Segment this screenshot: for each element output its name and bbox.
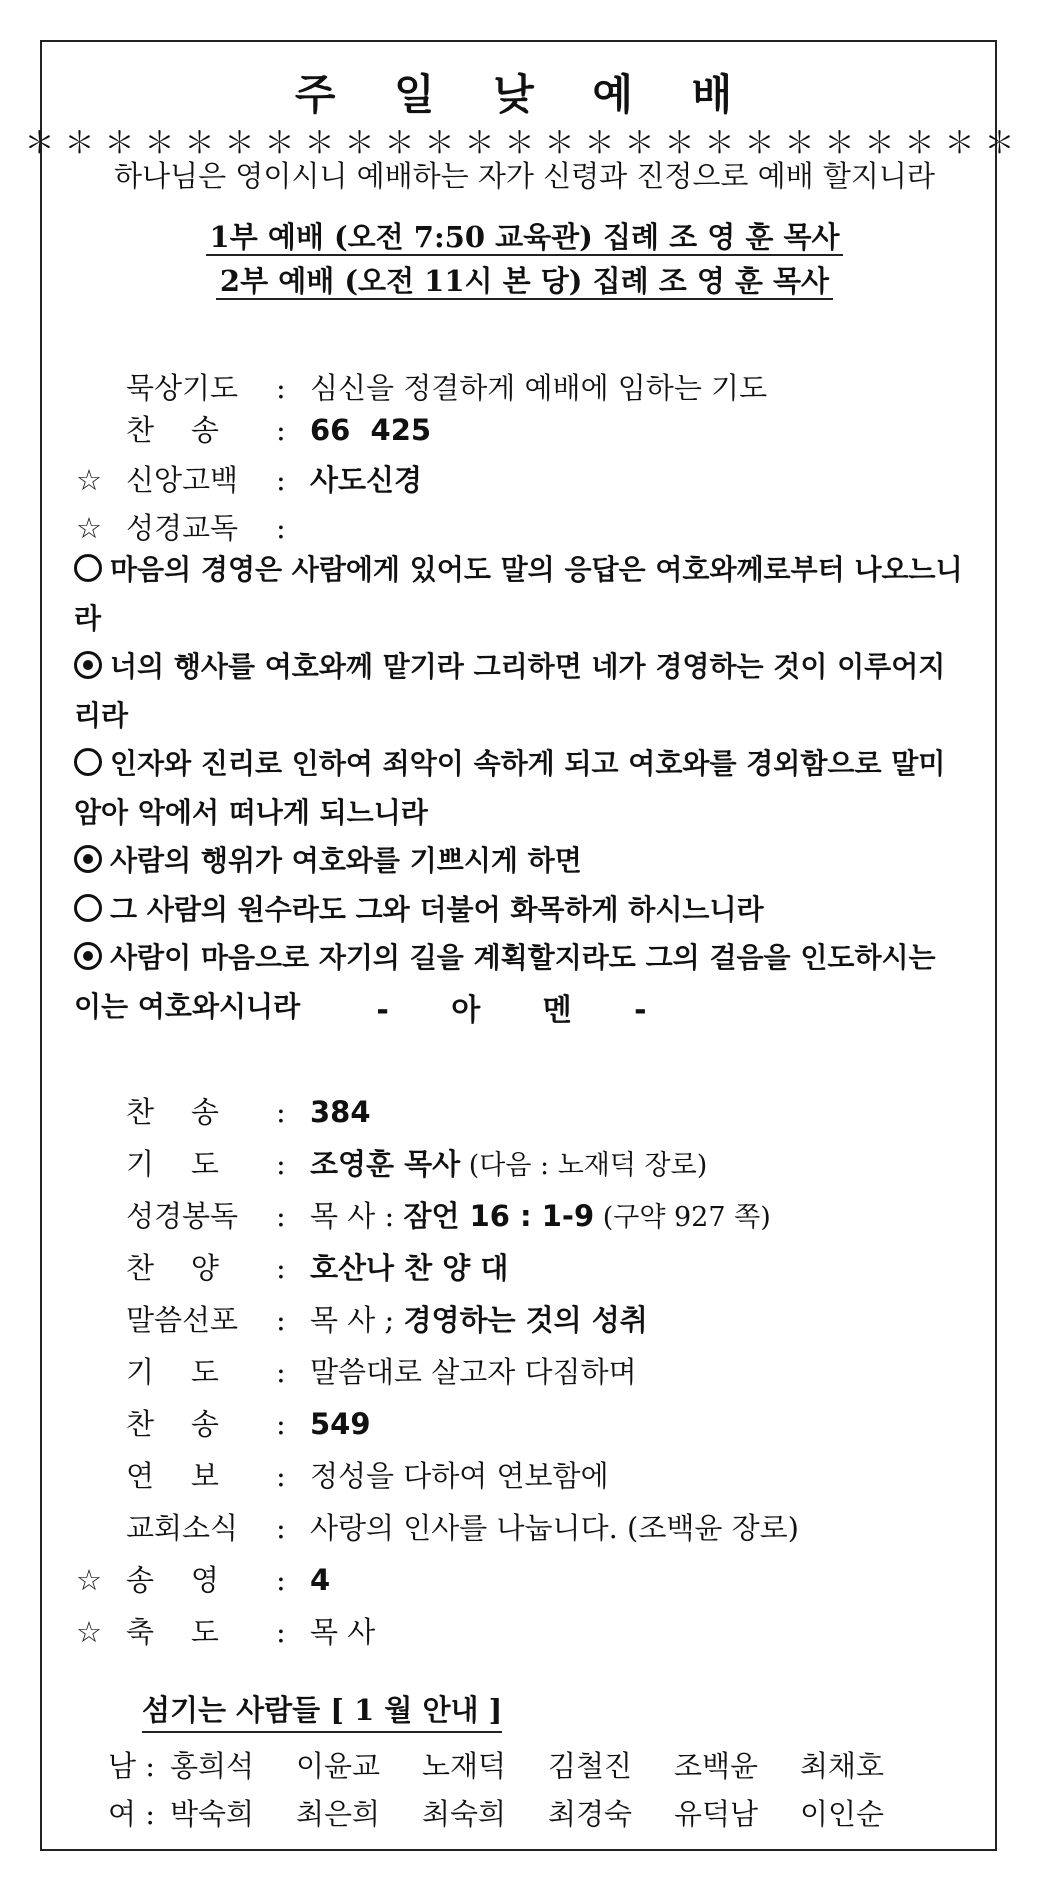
star-icon: ☆ [76,1615,102,1649]
creed-row: ☆ 신앙고백 : 사도신경 [76,458,422,499]
hymn-label: 찬 송 [126,413,219,447]
server-name: 박숙희 [170,1797,255,1831]
hymn-value: 66 425 [310,413,432,447]
men-label: 남 : [108,1749,156,1783]
order-row: 찬 송 : 549 [126,1407,371,1441]
responsive-reading-row: ☆ 성경교독 : [76,506,310,547]
star-icon: ☆ [76,463,102,497]
order-row: ☆ 축 도 : 목 사 [76,1615,376,1649]
reading-line: 마음의 경영은 사람에게 있어도 말의 응답은 여호와께로부터 나오느니라 [74,553,963,635]
server-name: 김철진 [548,1749,633,1783]
amen: - 아 멘 - [376,993,673,1028]
server-name: 최숙희 [422,1797,507,1831]
open-circle-icon [74,894,102,922]
service-2-text: 2부 예배 (오전 11시 본 당) 집례 조 영 훈 목사 [216,264,833,300]
order-row: 성경봉독 : 목 사 : 잠언 16 : 1-9 (구약 927 쪽) [126,1199,771,1233]
server-name: 최경숙 [548,1797,633,1831]
servers-title: 섬기는 사람들 [ 1 월 안내 ] [142,1688,502,1733]
women-label: 여 : [108,1797,156,1831]
star-icon: ☆ [76,1563,102,1597]
responsive-readings [74,546,967,1031]
responsive-reading-label: 성경교독 [126,511,239,545]
server-name: 최은희 [296,1797,381,1831]
order-row: 찬 송 : 384 [126,1095,371,1129]
service-1-text: 1부 예배 (오전 7:50 교육관) 집례 조 영 훈 목사 [206,220,844,256]
reading-line: 너의 행사를 여호와께 맡기라 그리하면 네가 경영하는 것이 이루어지리라 [74,650,946,732]
order-row: 연 보 : 정성을 다하여 연보함에 [126,1459,609,1493]
server-name: 유덕남 [674,1797,759,1831]
open-circle-icon [74,748,102,776]
theme-verse: 하나님은 영이시니 예배하는 자가 신령과 진정으로 예배 할지니라 [114,159,935,193]
filled-circle-icon [74,942,102,970]
server-name: 최채호 [800,1749,885,1783]
silent-prayer-row: 묵상기도 : 심신을 정결하게 예배에 임하는 기도 [126,366,767,407]
reading-line: 인자와 진리로 인하여 죄악이 속하게 되고 여호와를 경외함으로 말미암아 악에서 떠나게 되느니라 [74,747,946,829]
women-servers [108,1792,926,1833]
service-2 [0,259,1049,300]
reading-line: 사람이 마음으로 자기의 길을 계획할지라도 그의 걸음을 인도하시는 이는 여호와시니라 [74,941,936,1023]
creed-value: 사도신경 [310,463,423,497]
server-name: 노재덕 [422,1749,507,1783]
filled-circle-icon [74,651,102,679]
silent-prayer-value: 심신을 정결하게 예배에 임하는 기도 [310,371,768,405]
page-title: 주 일 낮 예 배 [294,70,755,119]
reading-line: 그 사람의 원수라도 그와 더불어 화목하게 하시느니라 [74,886,967,935]
server-name: 이인순 [800,1797,885,1831]
server-name: 홍희석 [170,1749,255,1783]
silent-prayer-label: 묵상기도 [126,371,239,405]
order-row: 찬 양 : 호산나 찬 양 대 [126,1251,509,1285]
men-servers [108,1744,926,1785]
star-icon: ☆ [76,511,102,545]
order-row: ☆ 송 영 : 4 [76,1563,331,1597]
order-row: 말씀선포 : 목 사 ; 경영하는 것의 성취 [126,1303,648,1337]
server-name: 조백윤 [674,1749,759,1783]
creed-label: 신앙고백 [126,463,239,497]
order-row: 기 도 : 조영훈 목사 (다음 : 노재덕 장로) [126,1147,708,1181]
service-1 [0,215,1049,256]
order-row: 교회소식 : 사랑의 인사를 나눕니다. (조백윤 장로) [126,1511,799,1545]
reading-line: 사람의 행위가 여호와를 기쁘시게 하면 [74,837,967,886]
star-divider: ＊＊＊＊＊＊＊＊＊＊＊＊＊＊＊＊＊＊＊＊＊＊＊＊＊ [24,126,1025,161]
hymn-row: 찬 송 : 66 425 [126,408,431,449]
order-row: 기 도 : 말씀대로 살고자 다짐하며 [126,1355,637,1389]
server-name: 이윤교 [296,1749,381,1783]
open-circle-icon [74,554,102,582]
filled-circle-icon [74,845,102,873]
